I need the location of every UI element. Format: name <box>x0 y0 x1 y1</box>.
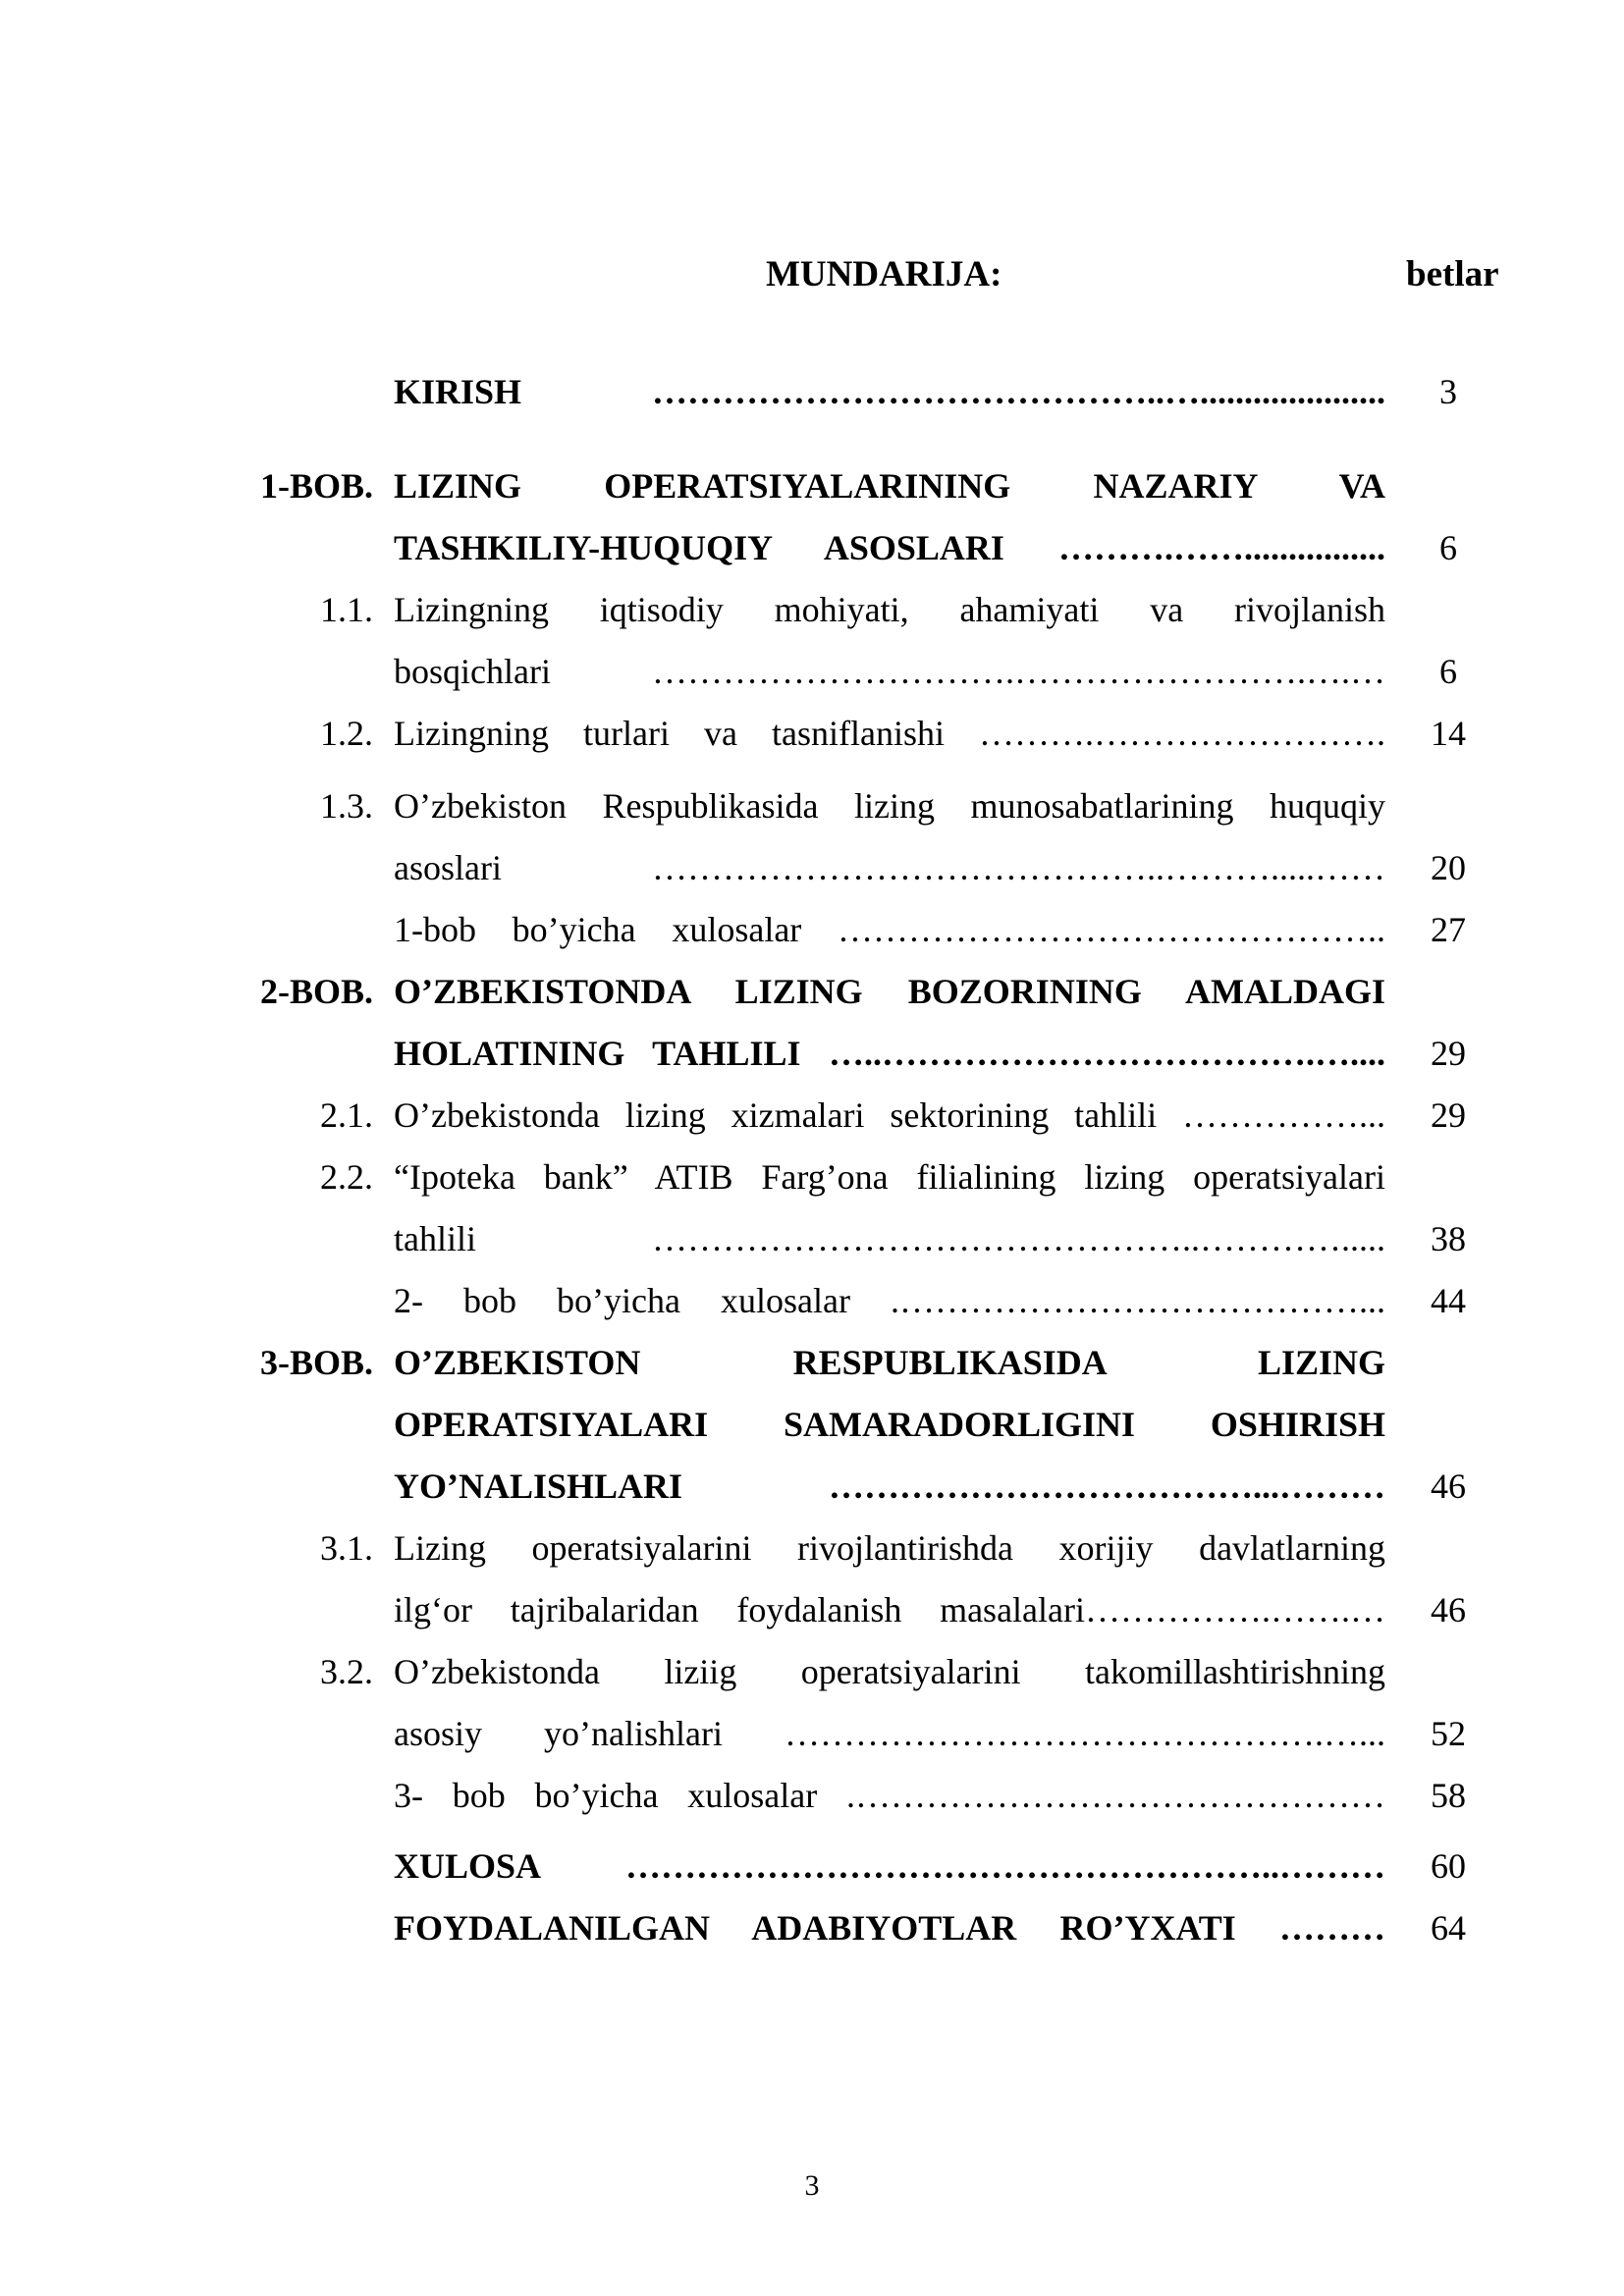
toc-entry-number: 1.3. <box>320 786 373 826</box>
toc-entry-title <box>394 1641 1385 1765</box>
toc-entry <box>0 961 1624 1085</box>
toc-entry-line: asoslari ……………………………………..……….....…… <box>394 848 1385 887</box>
toc-entry-page: 6 <box>1439 652 1457 691</box>
toc-entry <box>0 579 1624 703</box>
toc-entry-page: 38 <box>1431 1219 1466 1258</box>
toc-entry-line: O’zbekistonda liziig operatsiyalarini takomillashtirishning <box>394 1652 1385 1691</box>
toc-entry-title <box>394 1518 1385 1641</box>
toc-entry-line: FOYDALANILGAN ADABIYOTLAR RO’YXATI ……… <box>394 1908 1385 1948</box>
toc-entry-number: 1-BOB. <box>259 466 373 506</box>
toc-entry-page: 60 <box>1431 1846 1466 1886</box>
toc-entry-line: O’zbekiston Respublikasida lizing munosabatlarining huquqiy <box>394 786 1385 826</box>
toc-entry-line: bosqichlari ………………………….…………………….….… <box>394 652 1385 691</box>
toc-entry <box>0 361 1624 423</box>
toc-entry-line: ilg‘or tajribalaridan foydalanish masalalari…………….…….… <box>394 1590 1385 1629</box>
toc-entry-line: Lizingning iqtisodiy mohiyati, ahamiyati va rivojlanish <box>394 590 1385 629</box>
toc-entry-title <box>394 1836 1385 1897</box>
toc-entry-number: 2.2. <box>320 1157 373 1197</box>
toc-entry <box>0 703 1624 765</box>
toc-entry-page: 46 <box>1431 1467 1466 1506</box>
toc-entry <box>0 1518 1624 1641</box>
toc-entry-line: LIZING OPERATSIYALARINING NAZARIY VA <box>394 466 1385 506</box>
toc-entry-number: 3.1. <box>320 1528 373 1568</box>
toc-entry-line: OPERATSIYALARI SAMARADORLIGINI OSHIRISH <box>394 1405 1385 1444</box>
toc-entry <box>0 1836 1624 1897</box>
toc-entry-line: O’ZBEKISTON RESPUBLIKASIDA LIZING <box>394 1343 1385 1382</box>
toc-entry <box>0 1897 1624 1959</box>
toc-title: MUNDARIJA: <box>766 254 1002 294</box>
toc-entry-number: 1.2. <box>320 714 373 753</box>
toc-entry-page: 58 <box>1431 1776 1466 1815</box>
toc-entry-title <box>394 775 1385 899</box>
toc-entry-title <box>394 455 1385 579</box>
toc-entry-line: 3- bob bo’yicha xulosalar .……………………………………… <box>394 1776 1385 1815</box>
toc-entry-title <box>394 361 1385 423</box>
toc-entry-number: 3.2. <box>320 1652 373 1691</box>
toc-entry-line: KIRISH ……………………………………..…..................... <box>394 372 1385 411</box>
toc-entry-title <box>394 961 1385 1085</box>
toc-entry-page: 29 <box>1431 1095 1466 1135</box>
toc-entry-page: 3 <box>1439 372 1457 411</box>
toc-entry <box>0 899 1624 961</box>
toc-entry <box>0 1332 1624 1518</box>
toc-entry <box>0 1641 1624 1765</box>
toc-entry-page: 52 <box>1431 1714 1466 1753</box>
toc-entry-page: 64 <box>1431 1908 1466 1948</box>
toc-entry-line: 2- bob bo’yicha xulosalar .…………………………………... <box>394 1281 1385 1320</box>
pages-column-label: betlar <box>1406 254 1499 294</box>
toc-entry-line: O’zbekistonda lizing xizmalari sektorining tahlili ……………... <box>394 1095 1385 1135</box>
toc-entry-title <box>394 1085 1385 1147</box>
toc-entry-title <box>394 1897 1385 1959</box>
toc-entry-line: HOLATINING TAHLILI …..……………………………….….... <box>394 1034 1385 1073</box>
toc-entry-line: tahlili ………………………………………..…………..... <box>394 1219 1385 1258</box>
toc-entry-line: 1-bob bo’yicha xulosalar ……………………………………….. <box>394 910 1385 949</box>
toc-entry-page: 44 <box>1431 1281 1466 1320</box>
toc-entry-line: O’ZBEKISTONDA LIZING BOZORINING AMALDAGI <box>394 972 1385 1011</box>
toc-entry <box>0 1765 1624 1827</box>
toc-entry <box>0 455 1624 579</box>
toc-entry-number: 1.1. <box>320 590 373 629</box>
toc-entry-line: “Ipoteka bank” ATIB Farg’ona filialining lizing operatsiyalari <box>394 1157 1385 1197</box>
toc-entry-title <box>394 703 1385 765</box>
toc-entry-title <box>394 1332 1385 1518</box>
toc-heading <box>0 253 1624 302</box>
toc-entry-line: asosiy yo’nalishlari ……………………………………….…... <box>394 1714 1385 1753</box>
toc-entry-page: 20 <box>1431 848 1466 887</box>
toc-entry-title <box>394 1270 1385 1332</box>
toc-entry-line: Lizing operatsiyalarini rivojlantirishda xorijiy davlatlarning <box>394 1528 1385 1568</box>
toc-entry-page: 29 <box>1431 1034 1466 1073</box>
toc-entry-page: 6 <box>1439 528 1457 567</box>
toc-entry <box>0 1147 1624 1270</box>
toc-entry <box>0 1085 1624 1147</box>
toc-entry <box>0 1270 1624 1332</box>
toc-entry <box>0 775 1624 899</box>
toc-entry-line: Lizingning turlari va tasniflanishi ……….……………………. <box>394 714 1385 753</box>
toc-entry-title <box>394 1765 1385 1827</box>
toc-entry-title <box>394 579 1385 703</box>
toc-entry-page: 27 <box>1431 910 1466 949</box>
toc-entry-line: YO’NALISHLARI ………………………………...……… <box>394 1467 1385 1506</box>
toc-entry-page: 14 <box>1431 714 1466 753</box>
toc-entry-line: TASHKILIY-HUQUQIY ASOSLARI ……….……................ <box>394 528 1385 567</box>
toc-entry-number: 3-BOB. <box>259 1343 373 1382</box>
toc-entry-number: 2.1. <box>320 1095 373 1135</box>
toc-entry-line: XULOSA ………………………………………………..……… <box>394 1846 1385 1886</box>
toc-entry-title <box>394 899 1385 961</box>
toc-entry-number: 2-BOB. <box>259 972 373 1011</box>
toc-entry-page: 46 <box>1431 1590 1466 1629</box>
toc-entry-title <box>394 1147 1385 1270</box>
page-footer-number: 3 <box>804 2169 820 2202</box>
